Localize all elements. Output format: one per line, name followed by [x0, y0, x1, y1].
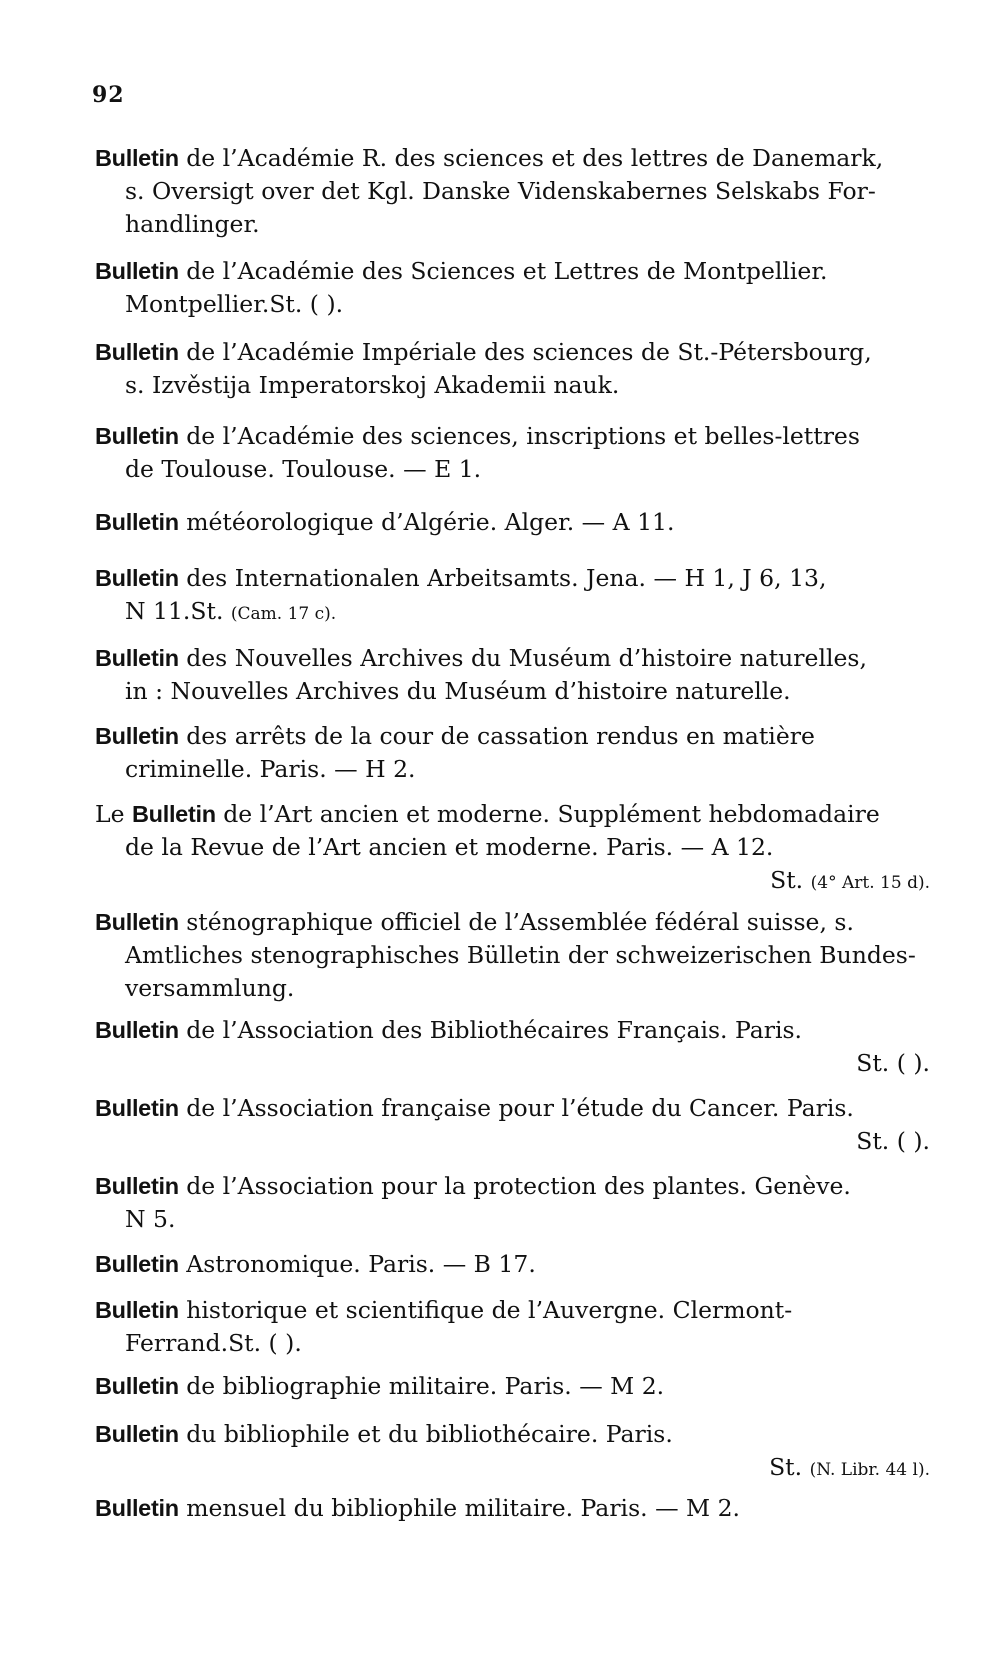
catalog-entry [95, 506, 930, 539]
entry-line [95, 1014, 930, 1047]
entry-keyword: Bulletin [95, 339, 179, 365]
entry-line: Amtliches stenographisches Bülletin der schweizerischen Bundes- [125, 941, 916, 969]
catalog-entry [95, 1248, 930, 1281]
shelf-mark-prefix: St. [770, 866, 804, 894]
entry-keyword: Bulletin [95, 1421, 179, 1447]
entry-line [95, 798, 930, 831]
catalog-entry [95, 1492, 930, 1525]
entry-line: de Toulouse. Toulouse. — E 1. [125, 455, 482, 483]
entry-line [95, 506, 930, 539]
catalog-entry [95, 798, 930, 900]
entry-keyword: Bulletin [95, 1251, 179, 1277]
shelf-mark-prefix: St. [769, 1453, 803, 1481]
entry-line [95, 1327, 930, 1360]
entry-keyword: Bulletin [95, 1297, 179, 1323]
entry-keyword: Bulletin [95, 1495, 179, 1521]
entry-line [95, 595, 930, 631]
shelf-mark-prefix: St. [190, 597, 224, 625]
entry-text: Montpellier. [125, 290, 270, 318]
entry-text: des Internationalen Arbeitsamts. Jena. — H 1, J 6, 13, [178, 564, 827, 592]
entry-line: criminelle. Paris. — H 2. [125, 755, 416, 783]
entry-keyword: Bulletin [95, 1017, 179, 1043]
catalog-entry [95, 1014, 930, 1080]
entry-line: handlinger. [125, 210, 260, 238]
entry-line [95, 420, 930, 453]
shelf-mark: St. ( ). [856, 1049, 930, 1077]
catalog-entry [95, 1418, 930, 1487]
shelf-mark-code: (Cam. 17 c). [230, 604, 337, 624]
entry-line [95, 864, 930, 900]
entry-line [95, 1418, 930, 1451]
entry-text: de l’Académie Impériale des sciences de St.-Pétersbourg, [178, 338, 872, 366]
entry-line: s. Izvěstija Imperatorskoj Akademii nauk. [125, 371, 620, 399]
entry-line: N 5. [125, 1205, 176, 1233]
entry-line [95, 642, 930, 675]
shelf-mark [190, 597, 336, 625]
entry-line [95, 1170, 930, 1203]
entry-keyword: Bulletin [95, 1173, 179, 1199]
entry-line [95, 1294, 930, 1327]
entry-keyword: Bulletin [95, 565, 179, 591]
entry-keyword: Bulletin [131, 801, 216, 827]
entry-text: du bibliophile et du bibliothécaire. Paris. [178, 1420, 673, 1448]
catalog-entry [95, 1294, 930, 1360]
entry-text: sténographique officiel de l’Assemblée fédéral suisse, s. [178, 908, 854, 936]
entry-line: in : Nouvelles Archives du Muséum d’histoire naturelle. [125, 677, 791, 705]
entry-text: historique et scientifique de l’Auvergne. Clermont- [178, 1296, 793, 1324]
catalog-entry [95, 1170, 930, 1236]
entry-text: de bibliographie militaire. Paris. — M 2. [178, 1372, 665, 1400]
entry-keyword: Bulletin [95, 645, 179, 671]
catalog-entry [95, 562, 930, 631]
entry-text: de l’Association française pour l’étude du Cancer. Paris. [178, 1094, 854, 1122]
shelf-mark: St. ( ). [269, 290, 344, 318]
entry-text: de l’Académie R. des sciences et des lettres de Danemark, [178, 144, 884, 172]
catalog-entry [95, 1092, 930, 1158]
entry-line [95, 255, 930, 288]
catalog-entry [95, 906, 930, 1005]
entry-keyword: Bulletin [95, 1095, 179, 1121]
catalog-entry [95, 255, 930, 321]
entry-keyword: Bulletin [95, 509, 179, 535]
shelf-mark: St. ( ). [228, 1329, 302, 1357]
entry-text: Astronomique. Paris. — B 17. [178, 1250, 536, 1278]
entry-text: de l’Académie des sciences, inscriptions et belles-lettres [178, 422, 860, 450]
entry-line: s. Oversigt over det Kgl. Danske Videnskabernes Selskabs For- [125, 177, 876, 205]
entry-text: Ferrand. [125, 1329, 229, 1357]
entry-text: des arrêts de la cour de cassation rendus en matière [178, 722, 815, 750]
entry-text: météorologique d’Algérie. Alger. — A 11. [178, 508, 675, 536]
entry-keyword: Bulletin [95, 423, 179, 449]
shelf-mark-code: (N. Libr. 44 l). [809, 1460, 930, 1480]
entry-line [95, 1451, 930, 1487]
entry-line [95, 142, 930, 175]
shelf-mark: St. ( ). [856, 1127, 930, 1155]
entry-text: de l’Académie des Sciences et Lettres de Montpellier. [178, 257, 828, 285]
entry-line [95, 720, 930, 753]
entry-line [95, 906, 930, 939]
catalog-entry [95, 720, 930, 786]
entry-text: mensuel du bibliophile militaire. Paris. — M 2. [178, 1494, 740, 1522]
entry-text: de l’Association des Bibliothécaires Français. Paris. [178, 1016, 803, 1044]
catalog-entry [95, 642, 930, 708]
entry-line [95, 288, 930, 321]
entry-line: versammlung. [125, 974, 295, 1002]
catalog-entry [95, 336, 930, 402]
entry-prefix: Le [95, 800, 132, 828]
catalog-entry [95, 142, 930, 241]
shelf-mark-code: (4° Art. 15 d). [810, 873, 930, 893]
catalog-entry [95, 420, 930, 486]
entry-text: de l’Art ancien et moderne. Supplément hebdomadaire [215, 800, 880, 828]
entry-line [95, 1492, 930, 1525]
entry-keyword: Bulletin [95, 145, 179, 171]
catalog-entry [95, 1370, 930, 1403]
entry-line [95, 336, 930, 369]
entry-line: de la Revue de l’Art ancien et moderne. Paris. — A 12. [125, 833, 774, 861]
entry-keyword: Bulletin [95, 258, 179, 284]
entry-keyword: Bulletin [95, 723, 179, 749]
entry-keyword: Bulletin [95, 1373, 179, 1399]
entry-text: N 11. [125, 597, 191, 625]
page-number: 92 [92, 82, 125, 108]
entry-text: de l’Association pour la protection des plantes. Genève. [178, 1172, 851, 1200]
entry-line [95, 1370, 930, 1403]
entry-keyword: Bulletin [95, 909, 179, 935]
entry-line [95, 1092, 930, 1125]
entry-text: des Nouvelles Archives du Muséum d’histoire naturelles, [178, 644, 867, 672]
entry-line [95, 1248, 930, 1281]
entry-line [95, 562, 930, 595]
